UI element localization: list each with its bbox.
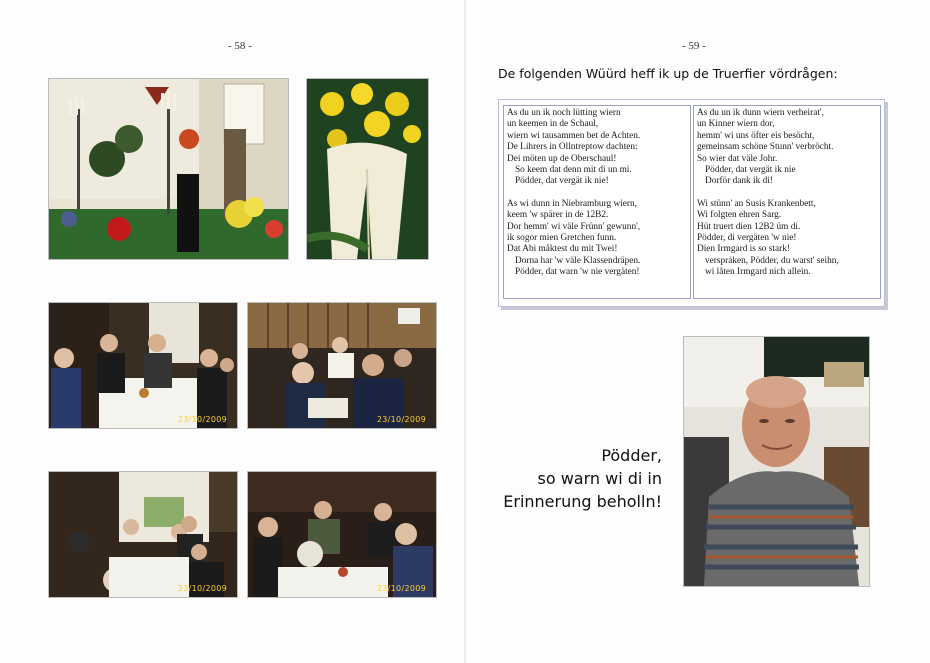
quote-line: so warn wi di in: [537, 469, 662, 488]
poem-line: Wi folgten ehren Sarg.: [697, 210, 782, 221]
quote-line: Pödder,: [601, 446, 662, 465]
poem-line: hemm' wi uns öfter eis besöcht,: [697, 130, 815, 141]
stanza-gap: [507, 188, 687, 199]
poem-line: So keem dat denn mit di un mi.: [515, 165, 632, 176]
quote-line: Erinnerung beholln!: [503, 492, 662, 511]
poem-line: Pödder, dat vergät ik nie: [705, 165, 796, 176]
stanza-gap: [697, 188, 877, 199]
poem-line: Dor hemm' wi väle Frünn' gewunn',: [507, 221, 641, 232]
poem-table: [498, 99, 885, 307]
poem-line: As du un ik noch lütting wiern: [507, 108, 621, 118]
poem-line: Wi stünn' an Susis Krankenbett,: [697, 198, 816, 209]
memorial-quote: [498, 444, 662, 513]
poem-line: Pödder, dat warn 'w nie vergäten!: [515, 267, 640, 278]
poem-line: Pödder, di vergäten 'w nie!: [697, 233, 797, 244]
poem-line: Dorna har 'w väle Klassendräpen.: [515, 255, 641, 266]
photo-dinner-group-2: [247, 302, 437, 429]
poem-line: As du un ik dunn wiern verheirat',: [697, 108, 824, 118]
poem-heading: De folgenden Wüürd heff ik up de Truerfier vördrågen:: [498, 66, 838, 81]
date-stamp: 23/10/2009: [376, 584, 426, 593]
poem-column-right: [693, 105, 881, 299]
date-stamp: 23/10/2009: [177, 584, 227, 593]
poem-line: keem 'w spärer in de 12B2.: [507, 210, 609, 221]
poem-line: Pödder, dat vergät ik nie!: [515, 176, 609, 187]
date-stamp: 23/10/2009: [376, 415, 426, 424]
poem-line: So wier dat väle Johr.: [697, 153, 778, 164]
page-number-right: - 59 -: [682, 40, 706, 52]
poem-line: wi låten Irmgard nich allein.: [705, 267, 811, 278]
poem-line: Dorför dank ik di!: [705, 176, 773, 187]
poem-line: De Lihrers in Ollntreptow dachten:: [507, 142, 638, 153]
photo-portrait-poedder: [683, 336, 870, 587]
poem-line: wiern wi tausammen bet de Achten.: [507, 130, 641, 141]
photo-dinner-group-1: [48, 302, 238, 429]
poem-column-left: [503, 105, 691, 299]
photo-dinner-group-4: [247, 471, 437, 598]
poem-line: Dat Abi måktest du mit Twei!: [507, 244, 618, 255]
poem-line: un Kinner wiern dor,: [697, 119, 775, 130]
poem-line: versprȧken, Pödder, du warst' seihn,: [705, 255, 839, 266]
poem-line: gemeinsam schöne Stunn' verbröcht.: [697, 142, 834, 153]
date-stamp: 23/10/2009: [177, 415, 227, 424]
poem-line: As wi dunn in Niebramburg wiern,: [507, 198, 637, 209]
photo-memorial-chapel: [48, 78, 289, 260]
book-gutter: [464, 0, 466, 663]
poem-line: un keemen in de Schaul,: [507, 119, 599, 130]
poem-line: Hüt truert dien 12B2 üm di.: [697, 221, 801, 232]
page-number-left: - 58 -: [228, 40, 252, 52]
poem-line: ik sogor mien Gretchen funn.: [507, 233, 617, 244]
photo-wreath-ribbons: [306, 78, 429, 260]
poem-line: Dei möten up de Oberschaul!: [507, 153, 617, 164]
poem-line: Dien Irmgard is so stark!: [697, 244, 790, 255]
photo-dinner-group-3: [48, 471, 238, 598]
